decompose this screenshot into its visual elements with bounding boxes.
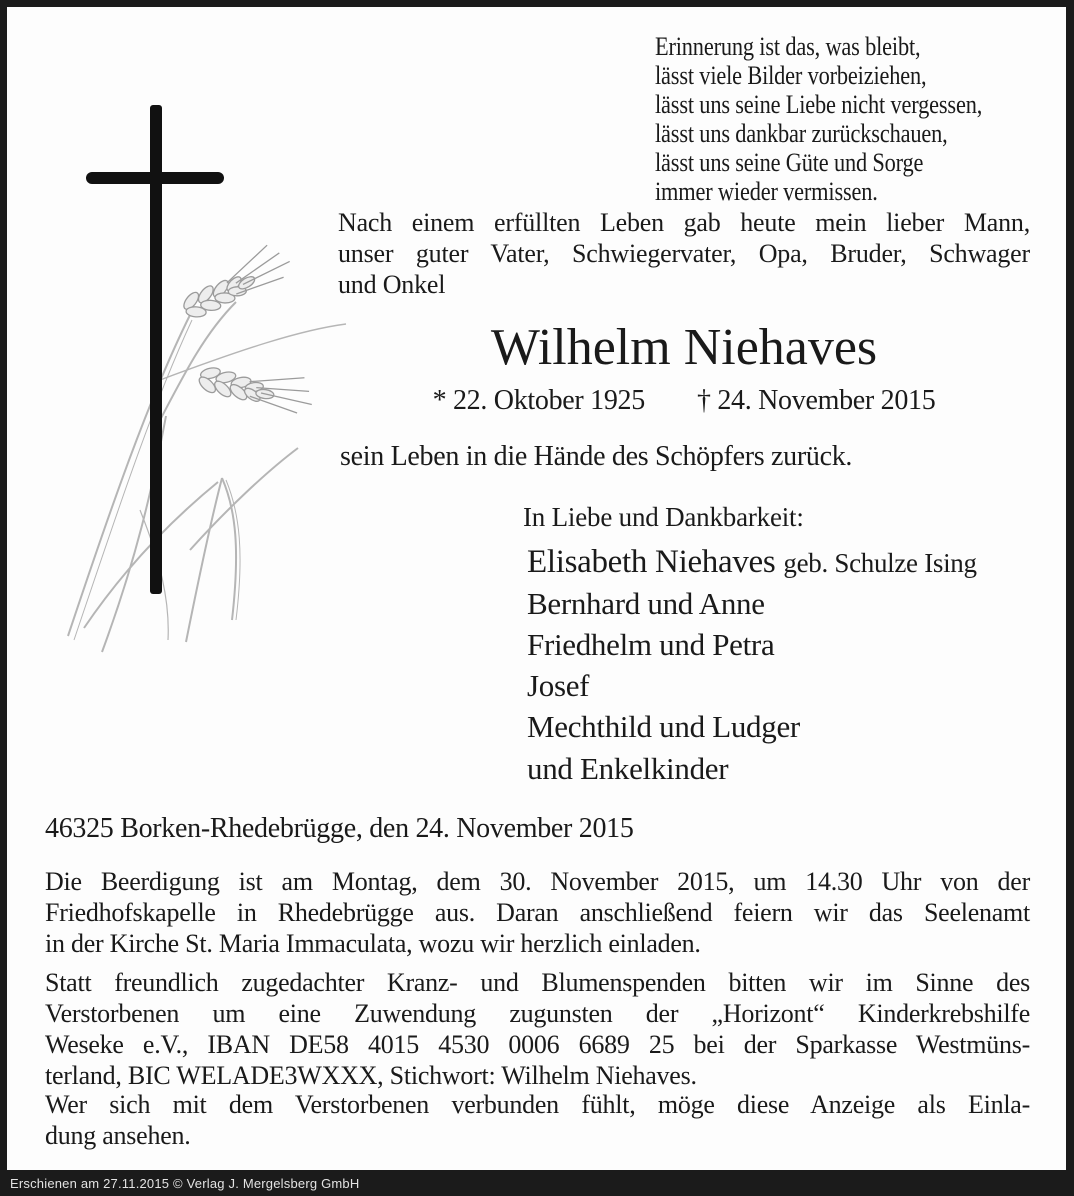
mourner-name: Josef bbox=[527, 668, 590, 703]
invitation-line: Wer sich mit dem Verstorbenen verbunden fühlt, möge diese Anzeige als Einla- bbox=[45, 1090, 1030, 1119]
poem-line: lässt uns dankbar zurückschauen, bbox=[655, 119, 948, 148]
wheat-ear-lower bbox=[194, 351, 318, 421]
memorial-poem bbox=[655, 32, 1051, 206]
funeral-line: Friedhofskapelle in Rhedebrügge aus. Daran anschließend feiern wir das Seelenamt bbox=[45, 898, 1030, 927]
city-date-line: 46325 Borken-Rhedebrügge, den 24. November 2015 bbox=[45, 813, 634, 844]
spouse-maiden-name: geb. Schulze Ising bbox=[783, 548, 977, 578]
mourner-name: Bernhard und Anne bbox=[527, 586, 765, 621]
poem-line: lässt uns seine Liebe nicht vergessen, bbox=[655, 90, 983, 119]
notice-paper bbox=[7, 7, 1066, 1170]
mourner-name: und Enkelkinder bbox=[527, 751, 729, 786]
birth-date: * 22. Oktober 1925 bbox=[432, 385, 645, 416]
mourner-spouse bbox=[527, 544, 977, 581]
announcement-intro bbox=[338, 207, 1030, 300]
funeral-line: in der Kirche St. Maria Immaculata, wozu wir herzlich einladen. bbox=[45, 929, 701, 958]
poem-line: lässt uns seine Güte und Sorge bbox=[655, 148, 924, 177]
death-date: † 24. November 2015 bbox=[696, 385, 936, 416]
intro-line: und Onkel bbox=[338, 270, 446, 299]
mourner-name: Mechthild und Ludger bbox=[527, 709, 800, 744]
footer-bar bbox=[0, 1170, 1074, 1196]
spouse-name: Elisabeth Niehaves bbox=[527, 544, 776, 580]
poem-line: lässt viele Bilder vorbeiziehen, bbox=[655, 61, 927, 90]
invitation-paragraph bbox=[45, 1089, 1030, 1151]
intro-line: unser guter Vater, Schwiegervater, Opa, Bruder, Schwager bbox=[338, 239, 1030, 268]
funeral-line: Die Beerdigung ist am Montag, dem 30. November 2015, um 14.30 Uhr von der bbox=[45, 867, 1030, 896]
mourners-closing: In Liebe und Dankbarkeit: bbox=[523, 502, 804, 532]
donation-line: Verstorbenen um eine Zuwendung zugunsten der „Horizont“ Kinderkrebshilfe bbox=[45, 999, 1030, 1028]
funeral-paragraph bbox=[45, 866, 1030, 959]
deceased-name: Wilhelm Niehaves bbox=[490, 319, 878, 376]
poem-line: immer wieder vermissen. bbox=[655, 177, 878, 206]
donation-line: Statt freundlich zugedachter Kranz- und Blumenspenden bitten wir im Sinne des bbox=[45, 968, 1030, 997]
donation-line: Weseke e.V., IBAN DE58 4015 4530 0006 6689 25 bei der Sparkasse Westmüns- bbox=[45, 1030, 1030, 1059]
invitation-line: dung ansehen. bbox=[45, 1121, 191, 1150]
poem-line: Erinnerung ist das, was bleibt, bbox=[655, 32, 921, 61]
mourner-name: Friedhelm und Petra bbox=[527, 627, 775, 662]
intro-line: Nach einem erfüllten Leben gab heute mein lieber Mann, bbox=[338, 208, 1030, 237]
life-dates bbox=[338, 385, 1030, 417]
cross-and-wheat-illustration bbox=[40, 80, 360, 660]
wheat-ear-upper bbox=[173, 240, 297, 325]
publisher-imprint: Erschienen am 27.11.2015 © Verlag J. Mergelsberg GmbH bbox=[10, 1176, 360, 1191]
wheat-stems bbox=[68, 302, 346, 652]
donation-line: terland, BIC WELADE3WXXX, Stichwort: Wilhelm Niehaves. bbox=[45, 1061, 697, 1090]
donation-paragraph bbox=[45, 967, 1030, 1091]
announcement-continuation: sein Leben in die Hände des Schöpfers zurück. bbox=[340, 441, 853, 472]
